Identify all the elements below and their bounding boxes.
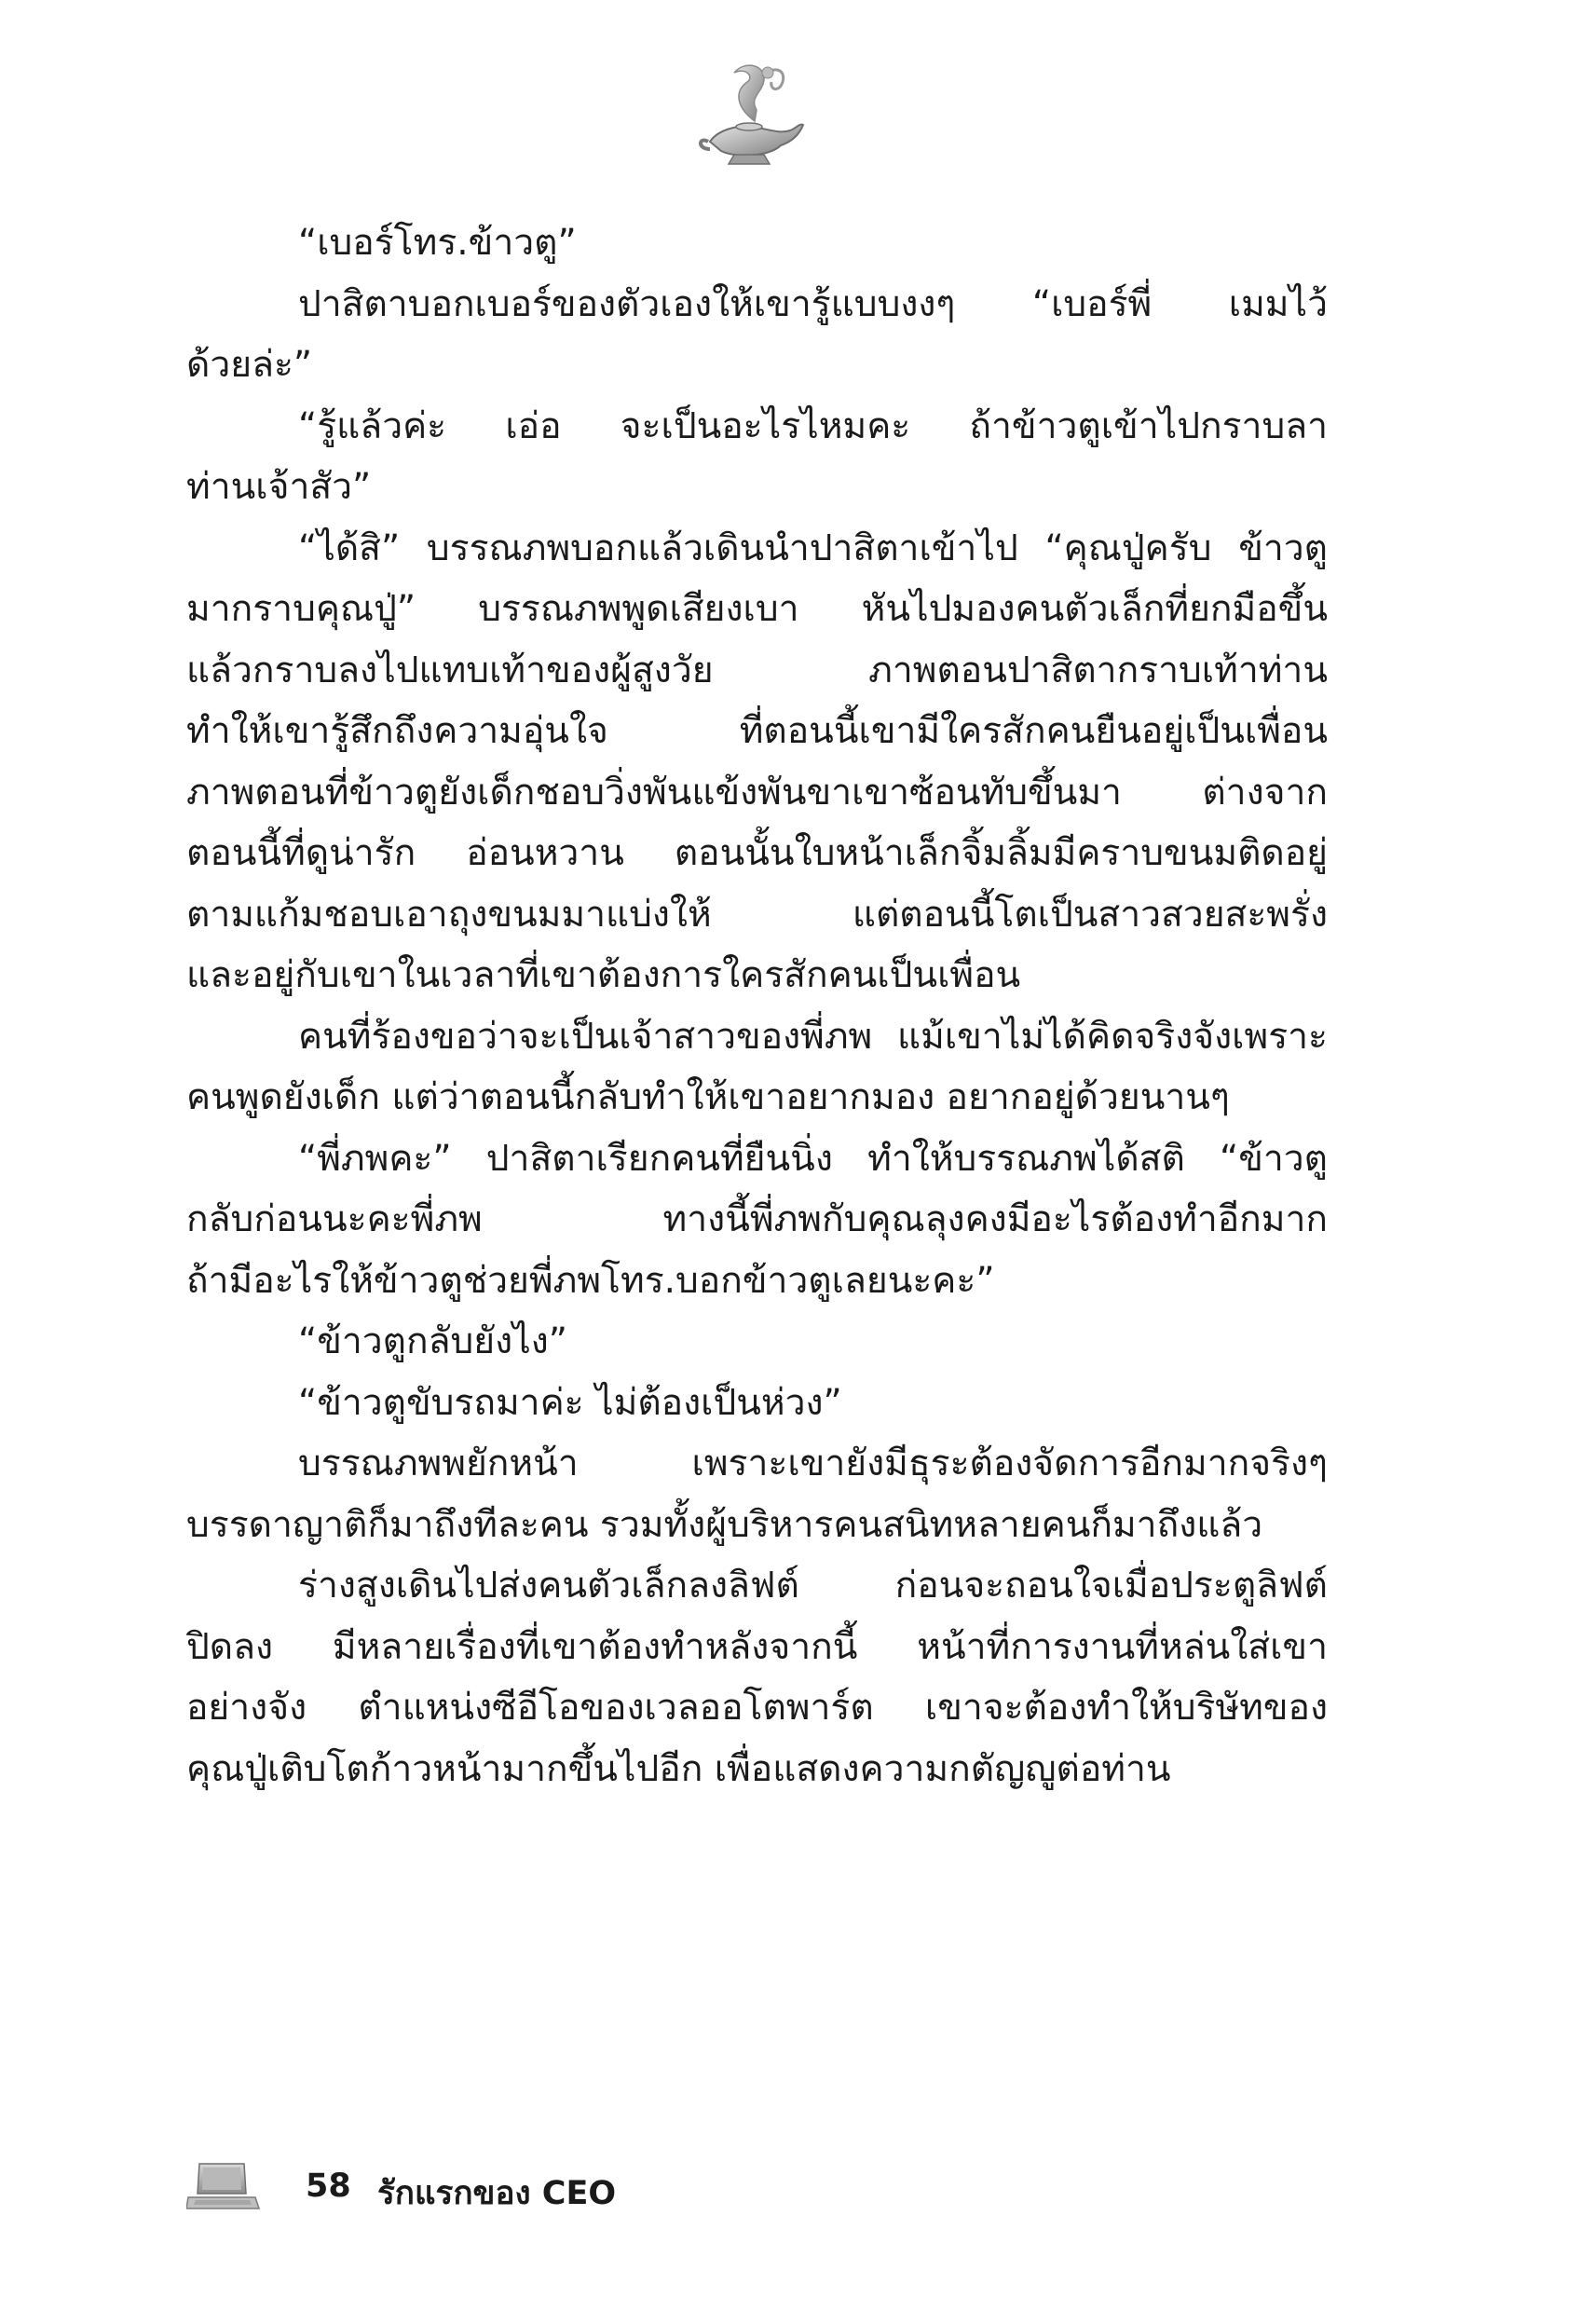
- paragraph: [186, 396, 1328, 518]
- paragraph: [186, 518, 1328, 1006]
- text-line: ท่านเจ้าสัว”: [186, 466, 372, 508]
- paragraph: [186, 1373, 1328, 1434]
- paragraph: [186, 212, 1328, 274]
- text-line: บรรณภพพยักหน้า เพราะเขายังมีธุระต้องจัดการอีกมากจริงๆ: [298, 1443, 1328, 1484]
- text-line: บรรดาญาติก็มาถึงทีละคน รวมทั้งผู้บริหารคนสนิทหลายคนก็มาถึงแล้ว: [186, 1503, 1263, 1546]
- text-line: และอยู่กับเขาในเวลาที่เขาต้องการใครสักคนเป็นเพื่อน: [186, 954, 1021, 996]
- text-line: ปาสิตาบอกเบอร์ของตัวเองให้เขารู้แบบงงๆ “เบอร์พี่ เมมไว้: [298, 282, 1328, 325]
- book-title: รักแรกของ CEO: [377, 2175, 617, 2212]
- text-line: แล้วกราบลงไปแทบเท้าของผู้สูงวัย ภาพตอนปาสิตากราบเท้าท่าน: [186, 649, 1328, 691]
- paragraph: [186, 1555, 1328, 1799]
- text-line: ด้วยล่ะ”: [186, 344, 313, 386]
- paragraph: [186, 274, 1328, 396]
- text-line: คนที่ร้องขอว่าจะเป็นเจ้าสาวของพี่ภพ แม้เขาไม่ได้คิดจริงจังเพราะ: [298, 1015, 1328, 1058]
- text-line: “พี่ภพคะ” ปาสิตาเรียกคนที่ยืนนิ่ง ทำให้บรรณภพได้สติ “ข้าวตู: [298, 1137, 1328, 1180]
- paragraph: [186, 1006, 1328, 1128]
- text-line: อย่างจัง ตำแหน่งซีอีโอของเวลออโตพาร์ต เขาจะต้องทำให้บริษัทของ: [186, 1687, 1328, 1729]
- story-text: [186, 212, 1328, 1799]
- paragraph: [186, 1311, 1328, 1373]
- text-line: “รู้แล้วค่ะ เอ่อ จะเป็นอะไรไหมคะ ถ้าข้าวตูเข้าไปกราบลา: [298, 404, 1328, 447]
- text-line: “เบอร์โทร.ข้าวตู”: [298, 222, 577, 264]
- text-line: ภาพตอนที่ข้าวตูยังเด็กชอบวิ่งพันแข้งพันขาเขาซ้อนทับขึ้นมา ต่างจาก: [186, 771, 1328, 814]
- text-line: ปิดลง มีหลายเรื่องที่เขาต้องทำหลังจากนี้ หน้าที่การงานที่หล่นใส่เขา: [186, 1625, 1328, 1668]
- text-line: ตอนนี้ที่ดูน่ารัก อ่อนหวาน ตอนนั้นใบหน้าเล็กจิ้มลิ้มมีคราบขนมติดอยู่: [186, 832, 1328, 874]
- text-line: “ข้าวตูขับรถมาค่ะ ไม่ต้องเป็นห่วง”: [298, 1381, 842, 1424]
- paragraph: [186, 1128, 1328, 1312]
- text-line: คุณปู่เติบโตก้าวหน้ามากขึ้นไปอีก เพื่อแสดงความกตัญญูต่อท่าน: [186, 1747, 1171, 1790]
- text-line: ถ้ามีอะไรให้ข้าวตูช่วยพี่ภพโทร.บอกข้าวตูเลยนะคะ”: [186, 1259, 995, 1302]
- text-line: กลับก่อนนะคะพี่ภพ ทางนี้พี่ภพกับคุณลุงคงมีอะไรต้องทำอีกมาก: [186, 1198, 1328, 1240]
- text-line: “ได้สิ” บรรณภพบอกแล้วเดินนำปาสิตาเข้าไป “คุณปู่ครับ ข้าวตู: [298, 526, 1328, 569]
- text-line: ร่างสูงเดินไปส่งคนตัวเล็กลงลิฟต์ ก่อนจะถอนใจเมื่อประตูลิฟต์: [298, 1565, 1328, 1607]
- text-line: คนพูดยังเด็ก แต่ว่าตอนนี้กลับทำให้เขาอยากมอง อยากอยู่ด้วยนานๆ: [186, 1076, 1230, 1118]
- page-footer: [186, 2160, 745, 2225]
- text-line: มากราบคุณปู่” บรรณภพพูดเสียงเบา หันไปมองคนตัวเล็กที่ยกมือขึ้น: [186, 588, 1328, 630]
- text-line: ทำให้เขารู้สึกถึงความอุ่นใจ ที่ตอนนี้เขามีใครสักคนยืนอยู่เป็นเพื่อน: [186, 710, 1328, 752]
- text-line: ตามแก้มชอบเอาถุงขนมมาแบ่งให้ แต่ตอนนี้โตเป็นสาวสวยสะพรั่ง: [186, 893, 1328, 936]
- page-number: 58: [306, 2167, 351, 2205]
- genie-lamp-icon: [689, 56, 811, 177]
- paragraph: [186, 1433, 1328, 1555]
- laptop-icon: [186, 2160, 261, 2216]
- text-line: “ข้าวตูกลับยังไง”: [298, 1320, 568, 1362]
